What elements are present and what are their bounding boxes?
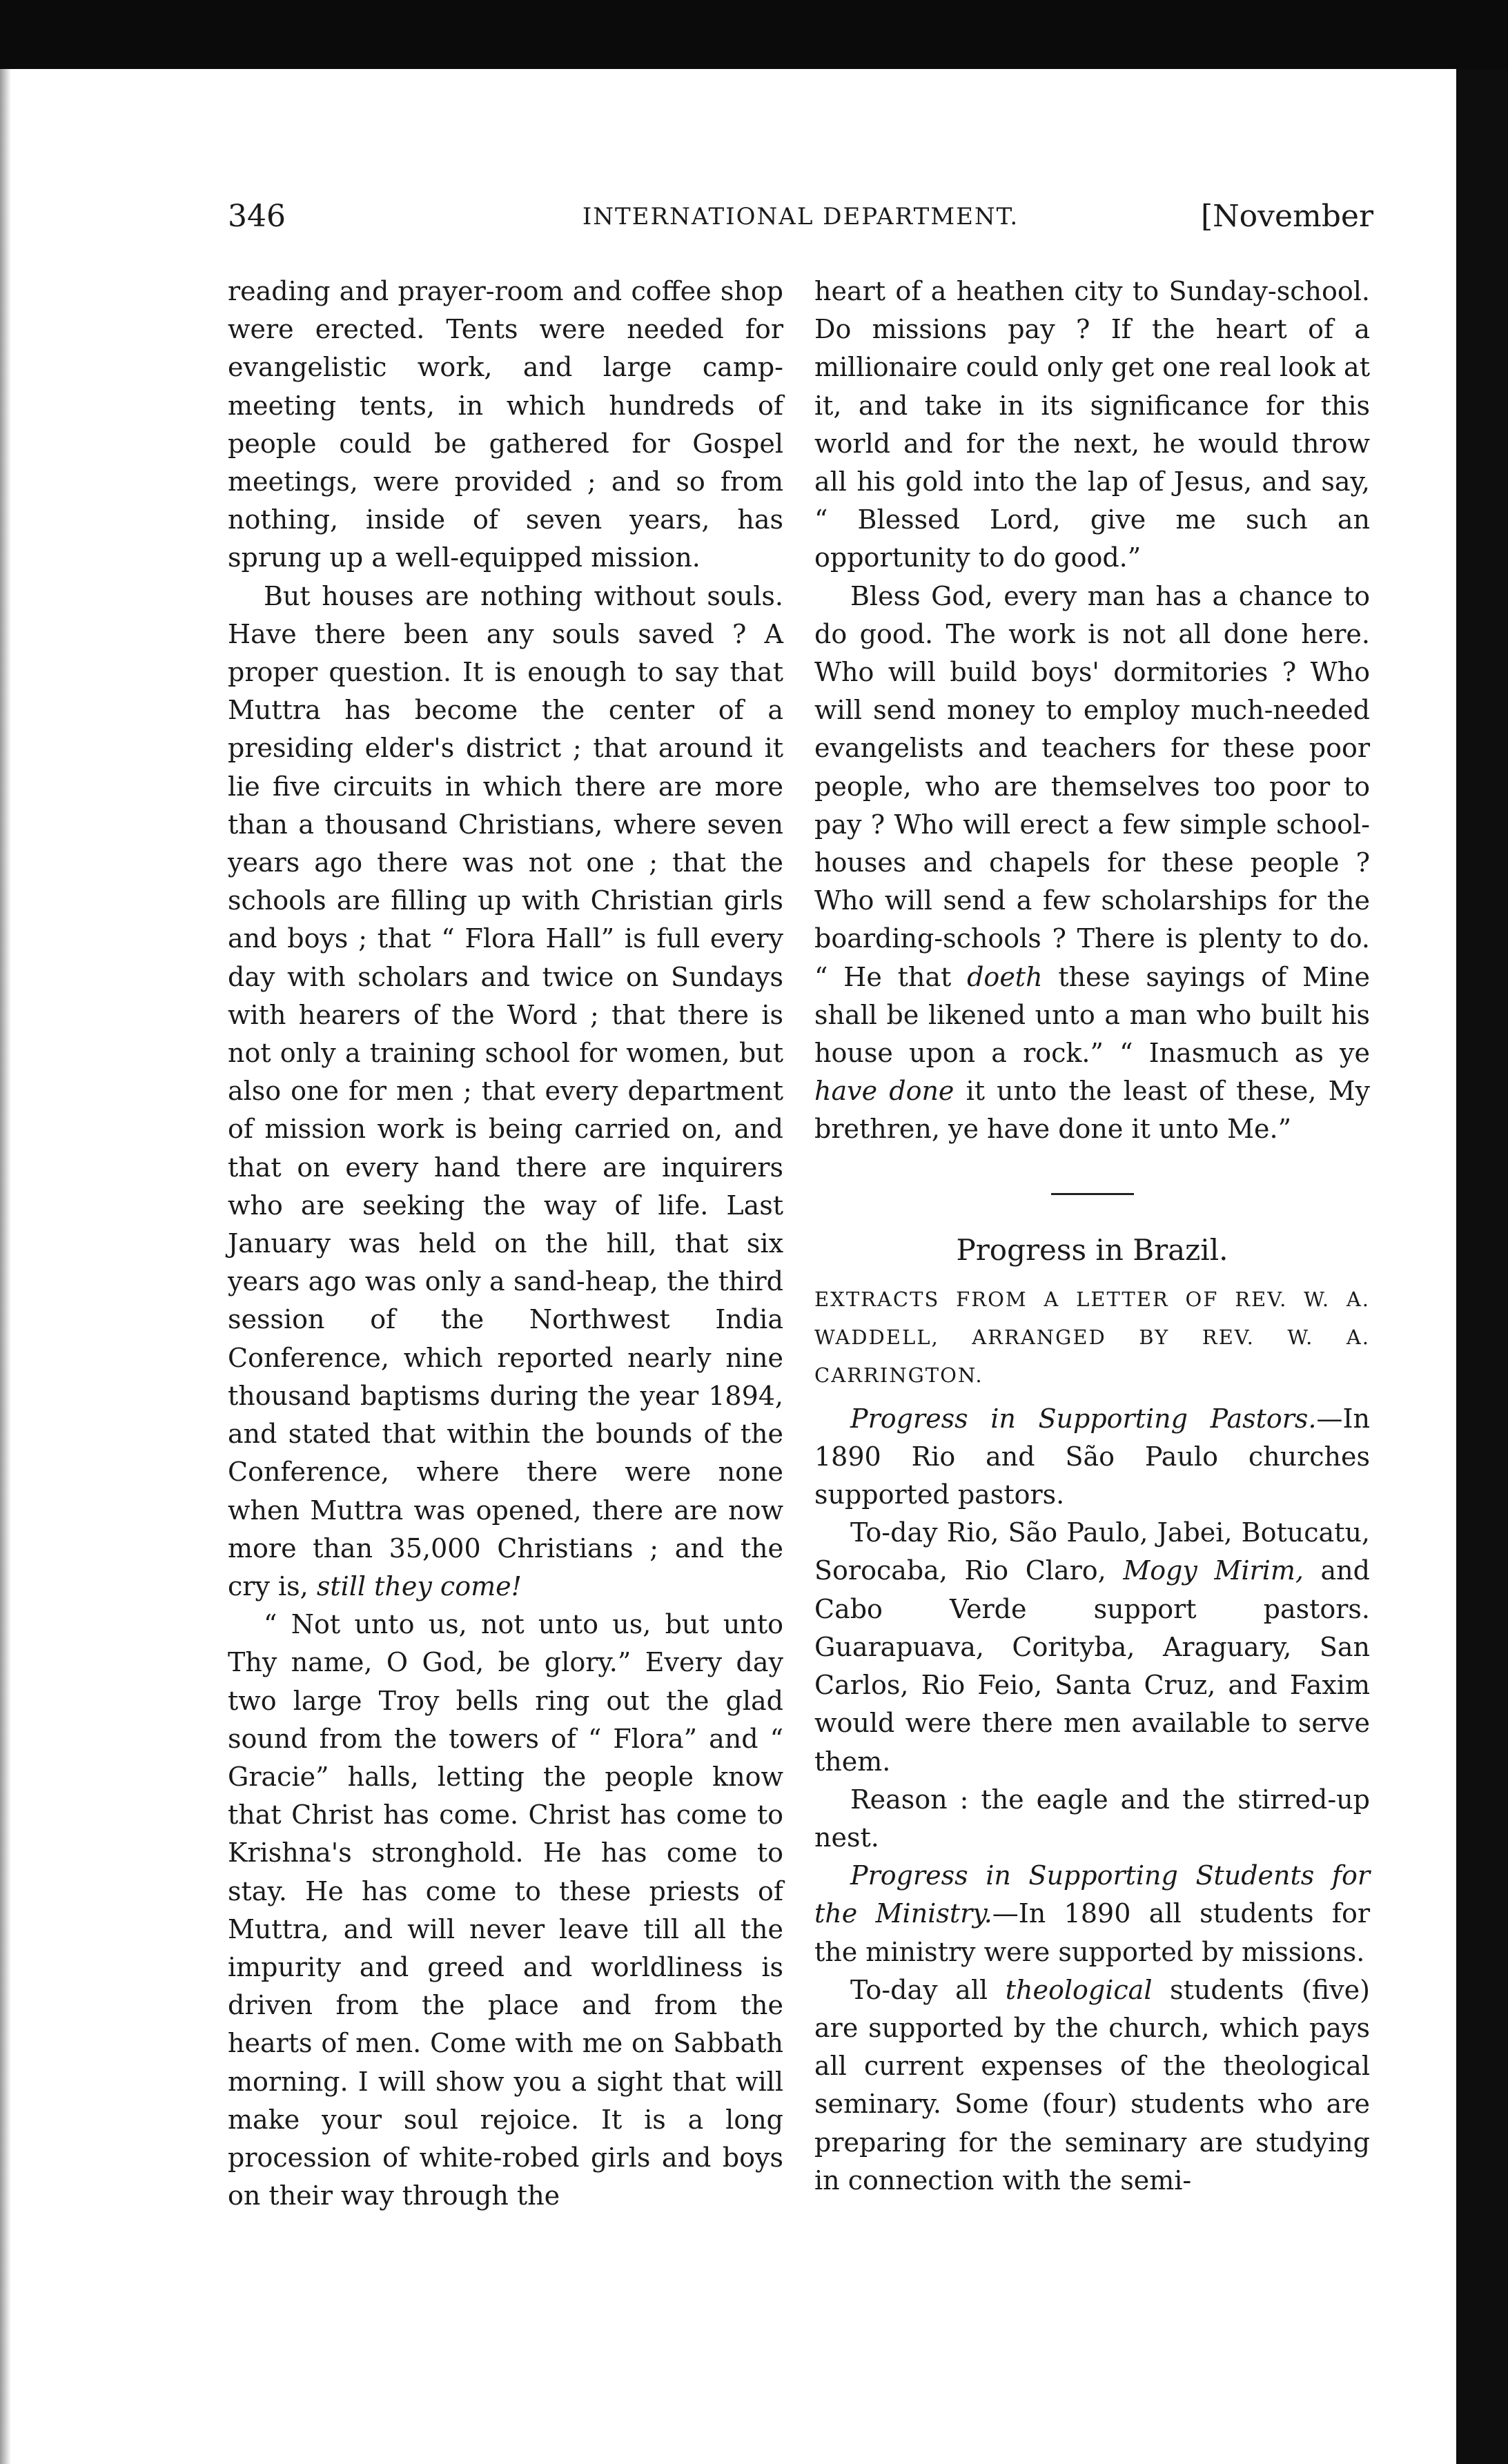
right-paragraph-7 bbox=[814, 1971, 1370, 2200]
right-paragraph-7-text-b: students (five) are supported by the church, which pays all current expenses of the theological seminary. Some (four) students who are preparing for the seminary are studying in connection with the semi- bbox=[814, 1974, 1370, 2196]
section-subheading: EXTRACTS FROM A LETTER OF REV. W. A. WADDELL, ARRANGED BY REV. W. A. CARRINGTON. bbox=[814, 1287, 1370, 1387]
right-paragraph-4-text-b: and Cabo Verde support pastors. Guarapuava, Corityba, Araguary, San Carlos, Rio Feio, Santa Cruz, and Faxim would were there men available to serve them. bbox=[814, 1555, 1370, 1777]
page-header bbox=[228, 199, 1373, 240]
scan-left-edge bbox=[0, 69, 11, 2464]
page-number: 346 bbox=[228, 199, 286, 234]
right-paragraph-2-have-done: have done bbox=[814, 1076, 954, 1107]
right-paragraph-4-italic: Mogy Mirim, bbox=[1123, 1555, 1304, 1586]
left-paragraph-2 bbox=[228, 578, 783, 1606]
left-paragraph-3: “ Not unto us, not unto us, but unto Thy name, O God, be glory.” Every day two large Troy bells ring out the glad sound from the towers of “ Flora” and “ Gracie” halls, letting the people know that Christ has come. Christ has come to Krishna's stronghold. He has come to stay. He has come to these priests of Muttra, and will never leave till all the impurity and greed and worldliness is driven from the place and from the hearts of men. Come with me on Sabbath morning. I will show you a sight that will make your soul rejoice. It is a long procession of white-robed girls and boys on their way through the bbox=[228, 1609, 783, 2211]
right-paragraph-6-text: —In 1890 all students for the ministry were supported by missions. bbox=[814, 1898, 1370, 1967]
right-paragraph-6-heading: Progress in Supporting Students for the Ministry. bbox=[814, 1860, 1370, 1929]
running-head: INTERNATIONAL DEPARTMENT. bbox=[582, 203, 1019, 230]
right-paragraph-7-italic: theological bbox=[1005, 1974, 1153, 2005]
right-paragraph-5: Reason : the eagle and the stirred-up nest. bbox=[814, 1784, 1370, 1853]
right-paragraph-2-text-c: it unto the least of these, My brethren, ye have done it unto Me.” bbox=[814, 1076, 1370, 1145]
scan-right-border bbox=[1456, 69, 1508, 2464]
right-paragraph-7-text-a: To-day all bbox=[850, 1974, 988, 2005]
section-title: Progress in Brazil. bbox=[956, 1232, 1228, 1267]
right-paragraph-1: heart of a heathen city to Sunday-school. Do missions pay ? If the heart of a millionaire could only get one real look at it, and take in its significance for this world and for the next, he would throw all his gold into the lap of Jesus, and say, “ Blessed Lord, give me such an opportunity to do good.” bbox=[814, 276, 1370, 573]
running-head-month: [November bbox=[1200, 199, 1373, 234]
right-paragraph-2-text-b: these sayings of Mine shall be likened unto a man who built his house upon a rock.” “ Inasmuch as ye bbox=[814, 961, 1370, 1069]
right-paragraph-3-heading: Progress in Supporting Pastors. bbox=[850, 1403, 1317, 1434]
right-paragraph-2 bbox=[814, 578, 1370, 1149]
right-column bbox=[814, 273, 1370, 2200]
left-paragraph-1: reading and prayer-room and coffee shop were erected. Tents were needed for evangelistic work, and large camp-meeting tents, in which hundreds of people could be gathered for Gospel meetings, were provided ; and so from nothing, inside of seven years, has sprung up a well-equipped mission. bbox=[228, 276, 783, 573]
right-paragraph-6 bbox=[814, 1857, 1370, 1971]
right-paragraph-2-text-a: Bless God, every man has a chance to do good. The work is not all done here. Who will build boys' dormitories ? Who will send money to employ much-needed evangelists and teachers for these poor people, who are themselves too poor to pay ? Who will erect a few simple school-houses and chapels for these people ? Who will send a few scholarships for the boarding-schools ? There is plenty to do. “ He that bbox=[814, 580, 1370, 992]
scan-top-border bbox=[0, 0, 1508, 69]
right-paragraph-2-doeth: doeth bbox=[967, 961, 1043, 992]
right-paragraph-3 bbox=[814, 1400, 1370, 1515]
section-divider bbox=[1051, 1193, 1134, 1195]
left-paragraph-2-text: But houses are nothing without souls. Have there been any souls saved ? A proper question. It is enough to say that Muttra has become the center of a presiding elder's district ; that around it lie five circuits in which there are more than a thousand Christians, where seven years ago there was not one ; that the schools are filling up with Christian girls and boys ; that “ Flora Hall” is full every day with scholars and twice on Sundays with hearers of the Word ; that there is not only a training school for women, but also one for men ; that every department of mission work is being carried on, and that on every hand there are inquirers who are seeking the way of life. Last January was held on the hill, that six years ago was only a sand-heap, the third session of the Northwest India Conference, which reported nearly nine thousand baptisms during the year 1894, and stated that within the bounds of the Conference, where there were none when Muttra was opened, there are now more than 35,000 Christians ; and the cry is, bbox=[228, 580, 783, 1601]
right-paragraph-4-text-a: To-day Rio, São Paulo, Jabei, Botucatu, Sorocaba, Rio Claro, bbox=[814, 1517, 1370, 1586]
left-paragraph-2-italic: still they come! bbox=[316, 1570, 522, 1601]
right-paragraph-3-text: —In 1890 Rio and São Paulo churches supported pastors. bbox=[814, 1403, 1370, 1510]
left-column bbox=[228, 273, 783, 2215]
right-paragraph-4 bbox=[814, 1514, 1370, 1780]
